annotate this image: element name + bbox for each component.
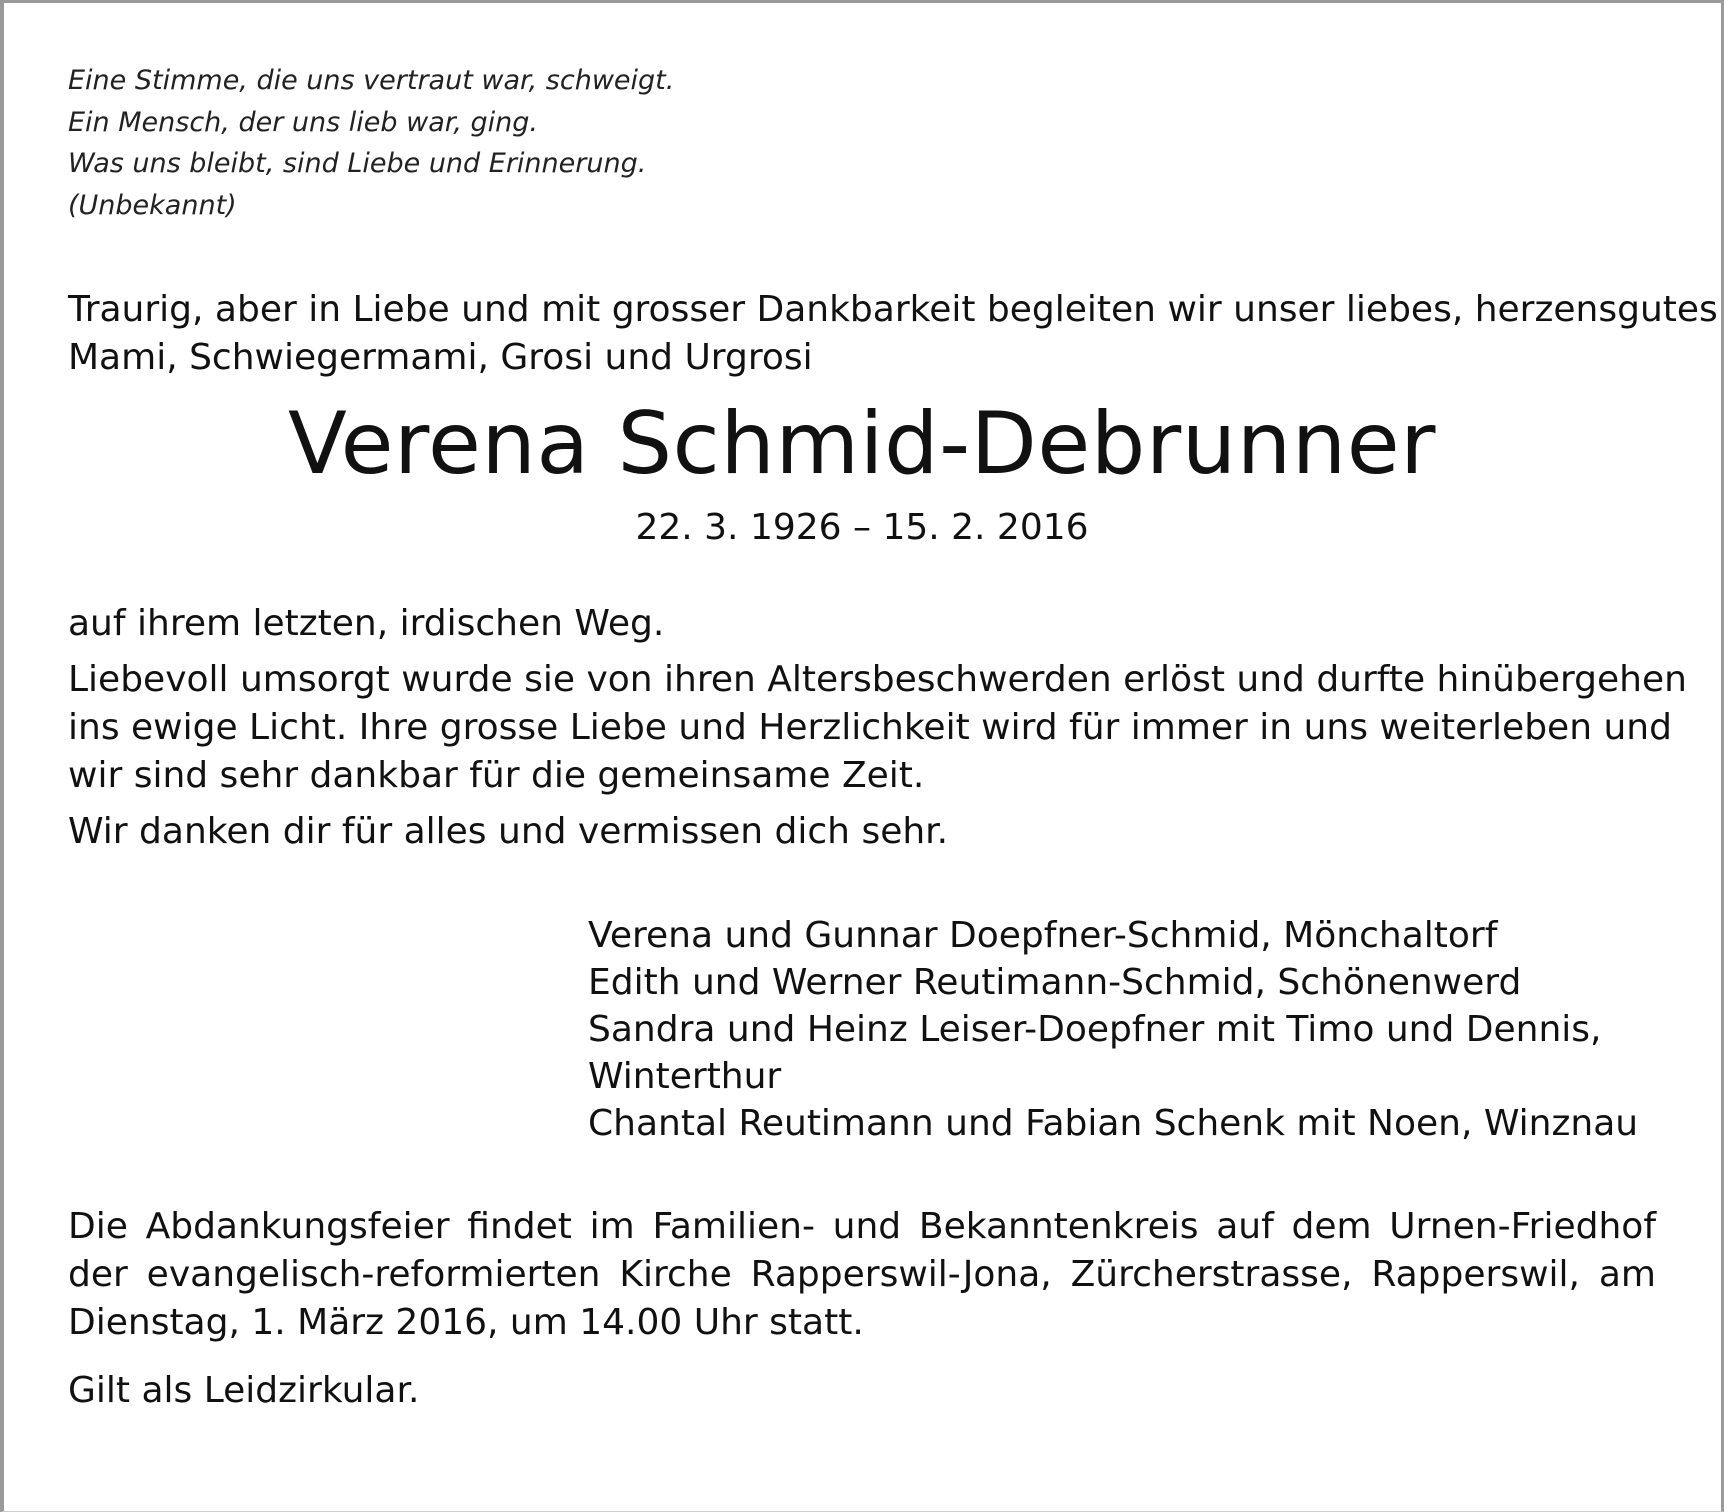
- deceased-name: Verena Schmid-Debrunner: [287, 394, 1437, 494]
- intro-text: [68, 286, 1718, 382]
- intro-line: Mami, Schwiegermami, Grosi und Urgrosi: [68, 337, 813, 378]
- tribute-line: Liebevoll umsorgt wurde sie von ihren Altersbeschwerden erlöst und durfte hinübergehen: [68, 659, 1687, 700]
- poem-line: Was uns bleibt, sind Liebe und Erinnerung.: [68, 148, 647, 179]
- life-dates: 22. 3. 1926 – 15. 2. 2016: [635, 507, 1089, 548]
- mourner-line: Winterthur: [588, 1056, 782, 1097]
- mourners-list: [588, 912, 1656, 1147]
- obituary-notice: [68, 60, 1718, 1415]
- paragraph-thanks: Wir danken dir für alles und vermissen dich sehr.: [68, 811, 949, 852]
- tribute-line: wir sind sehr dankbar für die gemeinsame Zeit.: [68, 755, 925, 796]
- paragraph-last-way: auf ihrem letzten, irdischen Weg.: [68, 603, 665, 644]
- tribute-line: ins ewige Licht. Ihre grosse Liebe und Herzlichkeit wird für immer in uns weiterleben und: [68, 707, 1672, 748]
- poem-line: Eine Stimme, die uns vertraut war, schweigt.: [68, 65, 675, 96]
- poem-quote: [68, 60, 1656, 226]
- paragraph-tribute: [68, 656, 1687, 800]
- poem-line: Ein Mensch, der uns lieb war, ging.: [68, 106, 538, 138]
- mourner-line: Chantal Reutimann und Fabian Schenk mit Noen, Winznau: [588, 1103, 1639, 1144]
- closing-note: Gilt als Leidzirkular.: [68, 1370, 420, 1411]
- ceremony-info: Die Abdankungsfeier findet im Familien- und Bekanntenkreis auf dem Urnen-Friedhof der evangelisch-reformierten Kirche Rapperswil-Jona, Zürcherstrasse, Rapperswil, am Dienstag, 1. März 2016, um 14.00 Uhr statt.: [68, 1206, 1656, 1343]
- intro-line: Traurig, aber in Liebe und mit grosser Dankbarkeit begleiten wir unser liebes, herzensgutes: [68, 289, 1718, 330]
- poem-source: (Unbekannt): [68, 189, 237, 221]
- mourner-line: Edith und Werner Reutimann-Schmid, Schönenwerd: [588, 962, 1522, 1003]
- mourner-line: Sandra und Heinz Leiser-Doepfner mit Timo und Dennis,: [588, 1009, 1602, 1050]
- mourner-line: Verena und Gunnar Doepfner-Schmid, Mönchaltorf: [588, 915, 1498, 956]
